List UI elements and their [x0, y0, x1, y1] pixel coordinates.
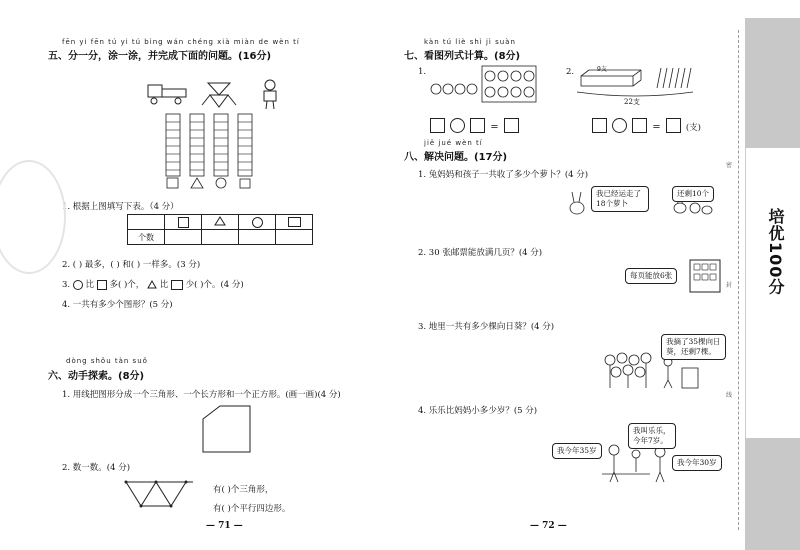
- square-icon: [97, 280, 107, 290]
- s6-q1: 1. 用线把图形分成一个三角形、一个长方形和一个正方形。(画一画)(4 分): [62, 390, 341, 400]
- table-row-label: 个数: [128, 230, 165, 245]
- q3-text: 比: [85, 280, 95, 290]
- answer-box[interactable]: [504, 118, 519, 133]
- answer-box[interactable]: [632, 118, 647, 133]
- speech-bubble: 我叫乐乐，今年7岁。: [628, 423, 676, 449]
- speech-bubble: 每页能放6张: [625, 268, 677, 284]
- operator-circle[interactable]: [612, 118, 627, 133]
- s8-q4: 4. 乐乐比妈妈小多少岁？(5 分): [418, 406, 538, 416]
- q3-number: 3.: [62, 280, 71, 290]
- answer-box[interactable]: [592, 118, 607, 133]
- s6-q2: 2. 数一数。(4 分): [62, 463, 131, 473]
- rectangle-icon: [288, 217, 301, 227]
- section6-title: 六、动手探索。(8分): [48, 371, 145, 382]
- section8-pinyin: jiě jué wèn tí: [424, 139, 483, 147]
- stamp-album-icon: [688, 258, 724, 294]
- section5-title: 五、分一分，涂一涂，并完成下面的问题。(16分): [48, 51, 272, 62]
- section5-pinyin: fēn yi fēn tú yi tú bìng wán chéng xià miàn de wèn tí: [62, 38, 300, 46]
- speech-bubble: 我摘了35棵向日葵，还剩7棵。: [661, 334, 726, 360]
- answer-cell[interactable]: [276, 230, 313, 245]
- circle-icon: [73, 280, 83, 290]
- s7-q2-label: 2.: [566, 67, 575, 77]
- q3-text: 少( )个。(4 分): [185, 280, 244, 290]
- triangle-figure: [123, 478, 198, 510]
- section7-pinyin: kàn tú liè shì jì suàn: [424, 38, 516, 46]
- sidebar-logo-area: [745, 148, 800, 438]
- triangle-icon: [214, 216, 226, 226]
- q3-text: 比: [159, 280, 169, 290]
- answer-cell[interactable]: [165, 230, 202, 245]
- circle-icon: [252, 217, 263, 228]
- equation-1: =: [430, 115, 519, 134]
- section6-pinyin: dòng shǒu tàn suǒ: [66, 357, 148, 365]
- s6-ans2: 有( )个平行四边形。: [213, 504, 291, 514]
- section8-title: 八、解决问题。(17分): [404, 152, 508, 163]
- equation-2: = (支): [592, 115, 701, 134]
- s5-q1: 1. 根据上图填写下表。（4 分）: [62, 202, 179, 212]
- s8-q3: 3. 地里一共有多少棵向日葵？(4 分): [418, 322, 555, 332]
- answer-box[interactable]: [470, 118, 485, 133]
- speech-bubble: 还剩10个: [672, 186, 714, 202]
- s5-q2: 2. ( ) 最多，( ) 和( ) 一样多。(3 分): [62, 260, 201, 270]
- pencils-box-label: 9支: [597, 66, 607, 73]
- s8-q2: 2. 30 张邮票能放满几页？(4 分): [418, 248, 543, 258]
- rabbits-illustration: [565, 186, 723, 216]
- unit-label: (支): [685, 123, 701, 133]
- square-icon: [178, 217, 189, 228]
- margin-char: 封: [726, 282, 733, 289]
- q3-text: 多( )个，: [109, 280, 145, 290]
- triangle-icon: [147, 280, 157, 289]
- shape-count-table: [127, 214, 313, 245]
- s7-q1-label: 1.: [418, 67, 427, 77]
- operator-circle[interactable]: [450, 118, 465, 133]
- s5-q3: [62, 278, 244, 290]
- margin-char: 线: [726, 392, 733, 399]
- answer-cell[interactable]: [202, 230, 239, 245]
- brand-logo: 培优100分: [766, 208, 785, 296]
- answer-box[interactable]: [666, 118, 681, 133]
- margin-char: 密: [726, 162, 733, 169]
- section7-title: 七、看图列式计算。(8分): [404, 51, 521, 62]
- page-number-right: — 72 —: [530, 521, 567, 531]
- seal-line: [738, 30, 739, 530]
- total-label: 22支: [624, 98, 640, 106]
- answer-cell[interactable]: [239, 230, 276, 245]
- sidebar-bottom-band: [745, 438, 800, 550]
- speech-bubble: 我今年35岁: [552, 443, 602, 459]
- rectangle-icon: [171, 280, 183, 290]
- page-number-left: — 71 —: [206, 521, 243, 531]
- sidebar-top-band: [745, 18, 800, 148]
- answer-box[interactable]: [430, 118, 445, 133]
- s5-q4: 4. 一共有多少个图形？(5 分): [62, 300, 173, 310]
- pentagon-shape: [195, 404, 255, 454]
- s6-ans1: 有( )个三角形，: [213, 485, 274, 495]
- seal-stamp: [0, 160, 66, 274]
- s8-q1: 1. 兔妈妈和孩子一共收了多少个萝卜？(4 分): [418, 170, 589, 180]
- speech-bubble: 我已经运走了18个萝卜: [591, 186, 649, 212]
- apples-figure: [428, 64, 538, 104]
- speech-bubble: 我今年30岁: [672, 455, 722, 471]
- tally-columns: [160, 112, 260, 190]
